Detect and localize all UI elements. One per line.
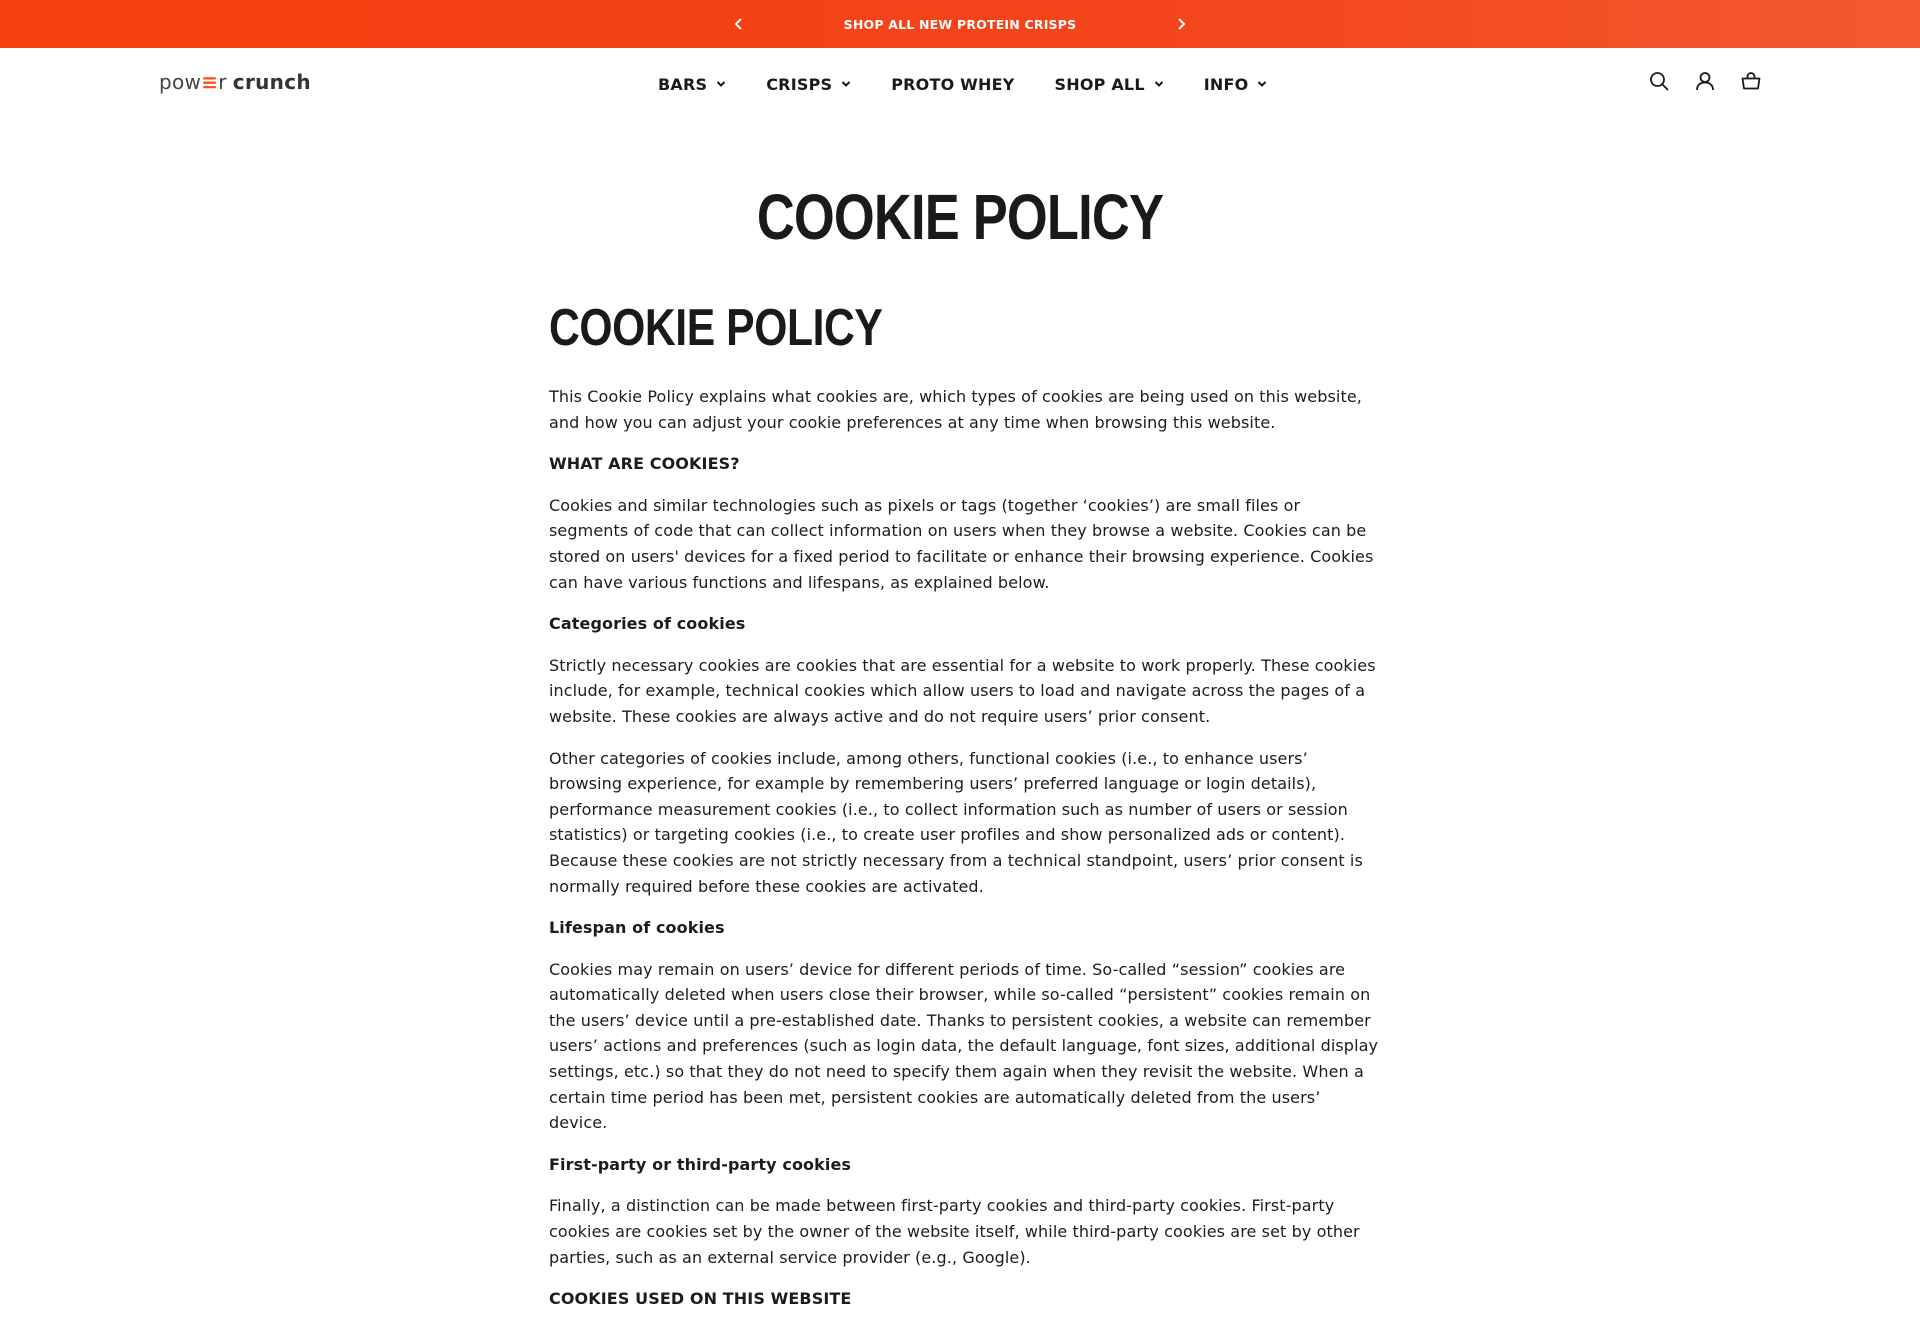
nav-item-crisps[interactable] — [766, 75, 851, 94]
nav-item-label: INFO — [1203, 74, 1249, 94]
cart-icon[interactable] — [1740, 70, 1762, 92]
search-icon[interactable] — [1648, 70, 1670, 92]
subheading-first-third-party: First-party or third-party cookies — [549, 1154, 852, 1174]
chevron-down-icon — [1154, 79, 1164, 89]
paragraph-lifespan: Cookies may remain on users’ device for different periods of time. So-called “session” cookies are automatically deleted when users close their browser, while so-called “persistent” cookies remain on the users’ device until a pre-established date. Thanks to persistent cookies, a website can remember users’ actions and preferences (such as login data, the default language, font sizes, additional display settings, etc.) so that they do not need to specify them again when they revisit the website. When a certain time period has been met, persistent cookies are automatically deleted from the users’ device. — [549, 959, 1379, 1133]
paragraph-first-third-party: Finally, a distinction can be made between first-party cookies and third-party cookies. First-party cookies are cookies set by the owner of the website itself, while third-party cookies are set by other parties, such as an external service provider (e.g., Google). — [549, 1196, 1360, 1267]
subheading-lifespan: Lifespan of cookies — [549, 918, 725, 938]
paragraph-intro: This Cookie Policy explains what cookies are, which types of cookies are being used on this website, and how you can adjust your cookie preferences at any time when browsing this website. — [549, 387, 1362, 432]
page-title: COOKIE POLICY — [756, 181, 1164, 253]
policy-content — [549, 296, 1379, 1328]
logo-text-part3: crunch — [232, 70, 311, 94]
section-heading: COOKIE POLICY — [549, 299, 883, 357]
site-header — [0, 48, 1920, 120]
paragraph-strictly-necessary: Strictly necessary cookies are cookies that are essential for a website to work properly. These cookies include, for example, technical cookies which allow users to load and navigate across the pages of a website. These cookies are always active and do not require users’ prior consent. — [549, 655, 1376, 726]
announcement-link[interactable]: SHOP ALL NEW PROTEIN CRISPS — [843, 16, 1077, 32]
nav-item-label: SHOP ALL — [1054, 74, 1145, 94]
chevron-down-icon — [716, 79, 726, 89]
account-icon[interactable] — [1694, 70, 1716, 92]
nav-item-info[interactable] — [1204, 75, 1268, 94]
paragraph-other-categories: Other categories of cookies include, among others, functional cookies (i.e., to enhance users’ browsing experience, for example by remembering users’ preferred language or login details), performance measurement cookies (i.e., to collect information such as number of users or session statistics) or targeting cookies (i.e., to create user profiles and show personalized ads or content). Because these cookies are not strictly necessary from a technical standpoint, users’ prior consent is normally required before these cookies are activated. — [549, 748, 1363, 896]
chevron-right-icon[interactable] — [1169, 12, 1193, 36]
nav-item-bars[interactable] — [658, 75, 726, 94]
logo-accent-mark: ≡ — [201, 70, 219, 94]
nav-item-label: PROTO WHEY — [891, 74, 1015, 94]
subheading-categories: Categories of cookies — [549, 614, 746, 634]
header-actions — [1648, 70, 1762, 92]
paragraph-what-are-cookies: Cookies and similar technologies such as pixels or tags (together ‘cookies’) are small files or segments of code that can collect information on users when they browse a website. Cookies can be stored on users' devices for a fixed period to facilitate or enhance their browsing experience. Cookies can have various functions and lifespans, as explained below. — [549, 495, 1374, 592]
chevron-left-icon[interactable] — [727, 12, 751, 36]
nav-item-label: CRISPS — [766, 74, 833, 94]
logo-text-part2: r — [218, 70, 227, 94]
logo-text-part1: pow — [159, 70, 202, 94]
chevron-down-icon — [1257, 79, 1267, 89]
brand-logo[interactable] — [159, 70, 311, 94]
announcement-bar — [0, 0, 1920, 48]
main-nav — [658, 48, 1307, 120]
subheading-what-are-cookies: WHAT ARE COOKIES? — [549, 454, 740, 474]
chevron-down-icon — [841, 79, 851, 89]
nav-item-shop-all[interactable] — [1055, 75, 1164, 94]
subheading-cookies-used: COOKIES USED ON THIS WEBSITE — [549, 1289, 852, 1309]
nav-item-label: BARS — [658, 74, 708, 94]
nav-item-proto-whey[interactable] — [891, 75, 1014, 94]
announcement-carousel — [727, 12, 1193, 36]
